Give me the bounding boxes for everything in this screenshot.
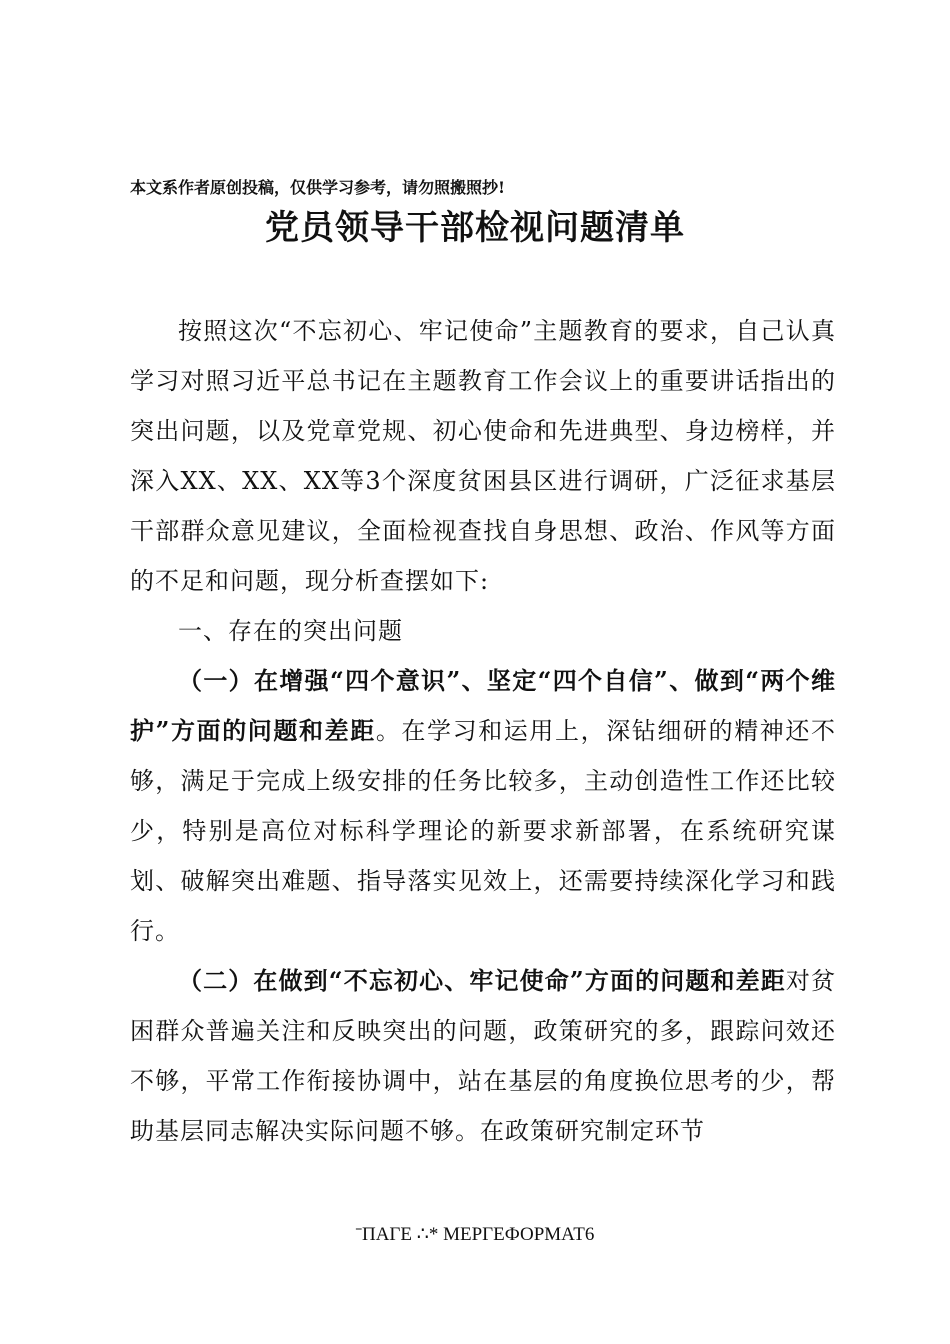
section-heading: 一、存在的突出问题 xyxy=(178,617,403,645)
item-1-paragraph xyxy=(130,656,836,956)
item-2-heading: （二）在做到“不忘初心、牢记使命”方面的问题和差距 xyxy=(178,966,786,995)
intro-paragraph: 按照这次“不忘初心、牢记使命”主题教育的要求，自己认真学习对照习近平总书记在主题教育工作会议上的重要讲话指出的突出问题，以及党章党规、初心使命和先进典型、身边榜样，并深入XX、XX、XX等3个深度贫困县区进行调研，广泛征求基层干部群众意见建议，全面检视查找自身思想、政治、作风等方面的不足和问题，现分析查摆如下: xyxy=(130,317,836,595)
item-1-heading: （一）在增强“四个意识”、坚定“四个自信”、做到“两个维护”方面的问题和差距 xyxy=(130,666,836,745)
item-2-paragraph xyxy=(130,956,836,1156)
document-body xyxy=(130,306,836,1156)
document-title: 党员领导干部检视问题清单 xyxy=(265,208,685,248)
copyright-notice: 本文系作者原创投稿，仅供学习参考，请勿照搬照抄! xyxy=(130,178,506,197)
item-2-text: 对贫困群众普遍关注和反映突出的问题，政策研究的多，跟踪问效还不够，平常工作衔接协调中，站在基层的角度换位思考的少，帮助基层同志解决实际问题不够。在政策研究制定环节 xyxy=(130,967,837,1145)
page-footer: ˉПАГЕ ∴* МЕРГЕФОРМАТ6 xyxy=(355,1224,595,1245)
item-1-text: 。在学习和运用上，深钻细研的精神还不够，满足于完成上级安排的任务比较多，主动创造性工作还比较少，特别是高位对标科学理论的新要求新部署，在系统研究谋划、破解突出难题、指导落实见效上，还需要持续深化学习和践行。 xyxy=(130,717,837,945)
